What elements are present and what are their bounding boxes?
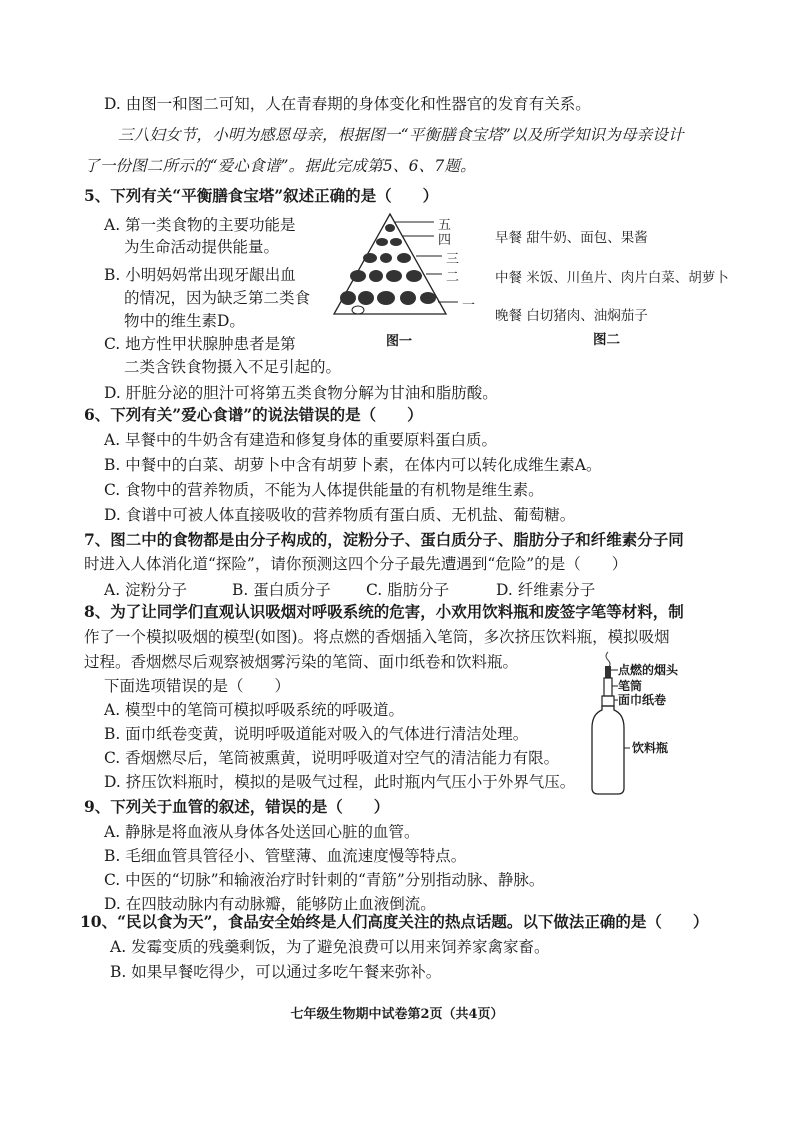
menu-breakfast: 早餐 甜牛奶、面包、果酱 — [495, 230, 648, 246]
menu-lunch: 中餐 米饭、川鱼片、肉片白菜、胡萝卜 — [495, 270, 729, 286]
question-7-option-c: C. 脂肪分子 — [366, 581, 450, 599]
question-6-option-d: D. 食谱中可被人体直接吸收的营养物质有蛋白质、无机盐、葡萄糖。 — [104, 506, 576, 524]
question-5-option-b-line1: B. 小明妈妈常出现牙龈出血 — [104, 266, 296, 284]
question-8-option-b: B. 面巾纸卷变黄，说明呼吸道能对吸入的气体进行清洁处理。 — [104, 725, 529, 743]
food-pyramid-figure — [330, 212, 490, 348]
question-9-option-a: A. 静脉是将血液从身体各处送回心脏的血管。 — [104, 823, 420, 841]
question-9-option-c: C. 中医的“切脉”和输液治疗时针刺的“青筋”分别指动脉、静脉。 — [104, 871, 545, 889]
question-5-option-d: D. 肝脏分泌的胆汁可将第五类食物分解为甘油和脂肪酸。 — [104, 384, 498, 402]
figure-1-caption: 图一 — [386, 334, 413, 349]
prev-question-option-d: D. 由图一和图二可知，人在青春期的身体变化和性器官的发育有关系。 — [104, 95, 591, 113]
question-9-option-d: D. 在四肢动脉内有动脉瓣，能够防止血液倒流。 — [104, 895, 436, 913]
question-5-stem: 5、下列有关“平衡膳食宝塔”叙述正确的是（ ） — [84, 186, 439, 205]
label-tissue-roll: 面巾纸卷 — [618, 693, 667, 707]
question-7-option-b: B. 蛋白质分子 — [232, 581, 331, 599]
question-10-stem: 10、“民以食为天”，食品安全始终是人们高度关注的热点话题。以下做法正确的是（ ） — [80, 912, 709, 931]
menu-dinner: 晚餐 白切猪肉、油焖茄子 — [495, 308, 648, 324]
question-7-option-d: D. 纤维素分子 — [496, 581, 596, 599]
question-8-line-2: 作了一个模拟吸烟的模型(如图)。将点燃的香烟插入笔筒，多次挤压饮料瓶，模拟吸烟 — [84, 628, 670, 646]
question-8-option-d: D. 挤压饮料瓶时，模拟的是吸气过程，此时瓶内气压小于外界气压。 — [104, 773, 576, 791]
food-pyramid-illustration — [330, 212, 490, 348]
pyramid-level-4: 四 — [438, 233, 452, 248]
question-5-option-c-line2: 二类含铁食物摄入不足引起的。 — [124, 358, 342, 376]
label-drink-bottle: 饮料瓶 — [632, 741, 669, 755]
question-10-option-b: B. 如果早餐吃得少，可以通过多吃午餐来弥补。 — [110, 963, 442, 981]
label-pen-tube: 笔筒 — [618, 679, 643, 693]
question-5-option-a-line1: A. 第一类食物的主要功能是 — [104, 216, 296, 234]
pyramid-level-1: 一 — [462, 298, 476, 313]
figure-2-caption: 图二 — [593, 332, 620, 348]
question-7-option-a: A. 淀粉分子 — [104, 581, 188, 599]
page-footer: 七年级生物期中试卷第2页（共4页） — [290, 1007, 504, 1022]
pyramid-level-3: 三 — [446, 252, 460, 267]
question-8-line-4: 下面选项错误的是（ ） — [104, 677, 291, 695]
question-8-line-3: 过程。香烟燃尽后观察被烟雾污染的笔筒、面巾纸卷和饮料瓶。 — [84, 653, 519, 671]
question-9-option-b: B. 毛细血管具管径小、管壁薄、血流速度慢等特点。 — [104, 847, 467, 865]
question-6-option-a: A. 早餐中的牛奶含有建造和修复身体的重要原料蛋白质。 — [104, 431, 498, 449]
label-lit-cigarette: 点燃的烟头 — [618, 663, 679, 677]
question-8-line-1: 8、为了让同学们直观认识吸烟对呼吸系统的危害，小欢用饮料瓶和废签字笔等材料，制 — [84, 602, 684, 621]
context-note-line-1: 三八妇女节，小明为感恩母亲，根据图一“平衡膳食宝塔”以及所学知识为母亲设计 — [118, 126, 684, 144]
question-6-stem: 6、下列有关”爱心食谱”的说法错误的是（ ） — [84, 405, 423, 424]
smoking-model-figure — [590, 648, 720, 798]
pyramid-level-2: 二 — [446, 270, 460, 285]
question-6-option-c: C. 食物中的营养物质，不能为人体提供能量的有机物是维生素。 — [104, 481, 544, 499]
question-6-option-b: B. 中餐中的白菜、胡萝卜中含有胡萝卜素，在体内可以转化成维生素A。 — [104, 456, 602, 474]
question-5-option-b-line2: 的情况，因为缺乏第二类食 — [124, 289, 311, 307]
question-8-option-a: A. 模型中的笔筒可模拟呼吸系统的呼吸道。 — [104, 701, 405, 719]
question-5-option-b-line3: 物中的维生素D。 — [124, 312, 245, 330]
question-5-option-c-line1: C. 地方性甲状腺肿患者是第 — [104, 335, 296, 353]
question-9-stem: 9、下列关于血管的叙述，错误的是（ ） — [84, 797, 390, 816]
question-7-line-1: 7、图二中的食物都是由分子构成的，淀粉分子、蛋白质分子、脂肪分子和纤维素分子同 — [84, 530, 684, 549]
question-7-line-2: 时进入人体消化道“探险”，请你预测这四个分子最先遭遇到“危险”的是（ ） — [84, 555, 628, 573]
pyramid-level-5: 五 — [438, 218, 452, 233]
question-8-option-c: C. 香烟燃尽后，笔筒被熏黄，说明呼吸道对空气的清洁能力有限。 — [104, 749, 560, 767]
question-5-option-a-line2: 为生命活动提供能量。 — [124, 238, 280, 256]
context-note-line-2: 了一份图二所示的“爱心食谱”。据此完成第5、6、7题。 — [84, 157, 476, 175]
question-10-option-a: A. 发霉变质的残羹剩饭，为了避免浪费可以用来饲养家禽家畜。 — [110, 938, 550, 956]
